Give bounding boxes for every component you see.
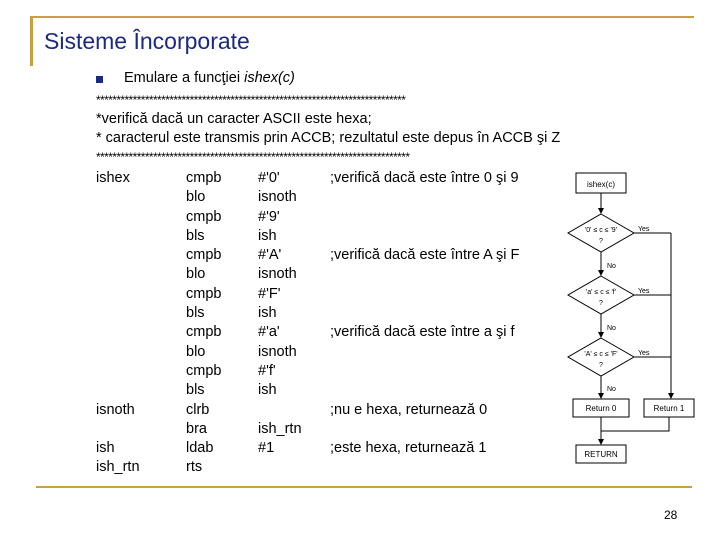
code-label: isnoth [96, 401, 135, 418]
code-operand: isnoth [258, 266, 297, 283]
code-operand: ish_rtn [258, 420, 302, 437]
code-opcode: rts [186, 459, 203, 476]
page-number: 28 [664, 508, 678, 522]
code-label [96, 381, 140, 400]
code-comment [330, 265, 519, 284]
footer-line [36, 486, 692, 488]
heading-function: ishex(c) [244, 70, 295, 86]
code-comment [330, 420, 519, 439]
code-operand: #'f' [258, 362, 276, 379]
code-label: ishex [96, 170, 130, 186]
code-opcode: cmpb [186, 285, 222, 302]
code-opcode: blo [186, 343, 206, 360]
code-label [96, 188, 140, 207]
code-label: ish_rtn [96, 459, 140, 476]
heading-prefix: Emulare a funcţiei [124, 70, 245, 86]
flow-decision-1-text: '0' ≤ c ≤ '9' [584, 227, 618, 234]
flow-no-3: No [607, 386, 616, 393]
code-opcode: cmpb [186, 170, 222, 186]
code-operand: ish [258, 227, 277, 244]
code-comment [330, 381, 519, 400]
code-comments [330, 169, 519, 478]
comment-line-2: * caracterul este transmis prin ACCB; rezultatul este depus în ACCB şi Z [96, 130, 561, 146]
flow-yes-1: Yes [638, 226, 650, 233]
code-opcode: ldab [186, 440, 214, 457]
code-operand: isnoth [258, 343, 297, 360]
slide-heading [124, 70, 295, 86]
code-operand: #'a' [258, 324, 280, 341]
flow-no-2: No [607, 325, 616, 332]
code-comment: ;este hexa, returnează 1 [330, 440, 487, 457]
code-opcode: bls [186, 305, 205, 322]
slide-title: Sisteme Încorporate [44, 28, 250, 54]
code-operand: #'0' [258, 170, 280, 186]
bullet-icon [96, 76, 103, 83]
code-label [96, 420, 140, 439]
flow-decision-2-text: 'a' ≤ c ≤ 'f' [585, 289, 617, 296]
code-operand [258, 458, 302, 477]
comment-line-1: *verifică dacă un caracter ASCII este hexa; [96, 111, 372, 127]
title-frame-vertical [30, 16, 33, 66]
stars-line-2: ***************************************************************************** [96, 150, 410, 164]
flow-no-1: No [607, 263, 616, 270]
code-comment: ;verifică dacă este între a şi f [330, 324, 515, 341]
code-opcode: bra [186, 420, 207, 437]
code-comment [330, 304, 519, 323]
title-frame-horizontal [30, 16, 694, 18]
code-operand: #1 [258, 440, 275, 457]
flow-return1-text: Return 1 [653, 404, 685, 413]
flow-yes-3: Yes [638, 350, 650, 357]
code-opcode: blo [186, 266, 206, 283]
code-comment [330, 458, 519, 477]
code-opcode: bls [186, 382, 205, 399]
flow-yes-2: Yes [638, 288, 650, 295]
code-opcodes [186, 169, 221, 478]
code-opcode: blo [186, 189, 206, 206]
code-comment: ;verifică dacă este între 0 şi 9 [330, 170, 519, 186]
code-label [96, 343, 140, 362]
code-operand: #'9' [258, 208, 280, 225]
code-comment [330, 208, 519, 227]
code-opcode: cmpb [186, 247, 222, 264]
code-comment [330, 343, 519, 362]
code-operand: isnoth [258, 189, 297, 206]
code-opcode: cmpb [186, 362, 222, 379]
flow-decision-1-q: ? [599, 238, 603, 245]
code-comment [330, 188, 519, 207]
flow-decision-3-q: ? [599, 362, 603, 369]
flow-start-text: ishex(c) [586, 180, 616, 189]
code-label [96, 323, 140, 342]
flow-decision-2-q: ? [599, 300, 603, 307]
code-operands [258, 169, 302, 478]
flow-return0-text: Return 0 [585, 404, 617, 413]
code-opcode: cmpb [186, 208, 222, 225]
code-operand: #'A' [258, 247, 282, 264]
code-label [96, 304, 140, 323]
code-operand [258, 401, 302, 420]
code-comment [330, 227, 519, 246]
code-comment [330, 362, 519, 381]
code-opcode: bls [186, 227, 205, 244]
code-operand: #'F' [258, 285, 281, 302]
code-labels [96, 169, 140, 478]
code-label [96, 362, 140, 381]
flowchart [560, 165, 695, 470]
stars-line-1: **************************************************************************** [96, 93, 406, 107]
code-label [96, 227, 140, 246]
code-label [96, 246, 140, 265]
code-label [96, 265, 140, 284]
code-opcode: cmpb [186, 324, 222, 341]
code-label: ish [96, 440, 115, 457]
code-operand: ish [258, 305, 277, 322]
code-comment: ;verifică dacă este între A şi F [330, 247, 520, 264]
code-label [96, 285, 140, 304]
code-opcode: clrb [186, 401, 210, 418]
code-operand: ish [258, 382, 277, 399]
code-label [96, 208, 140, 227]
code-comment [330, 285, 519, 304]
code-comment: ;nu e hexa, returnează 0 [330, 401, 488, 418]
flow-decision-3-text: 'A' ≤ c ≤ 'F' [584, 351, 618, 358]
flow-return-text: RETURN [584, 450, 618, 459]
